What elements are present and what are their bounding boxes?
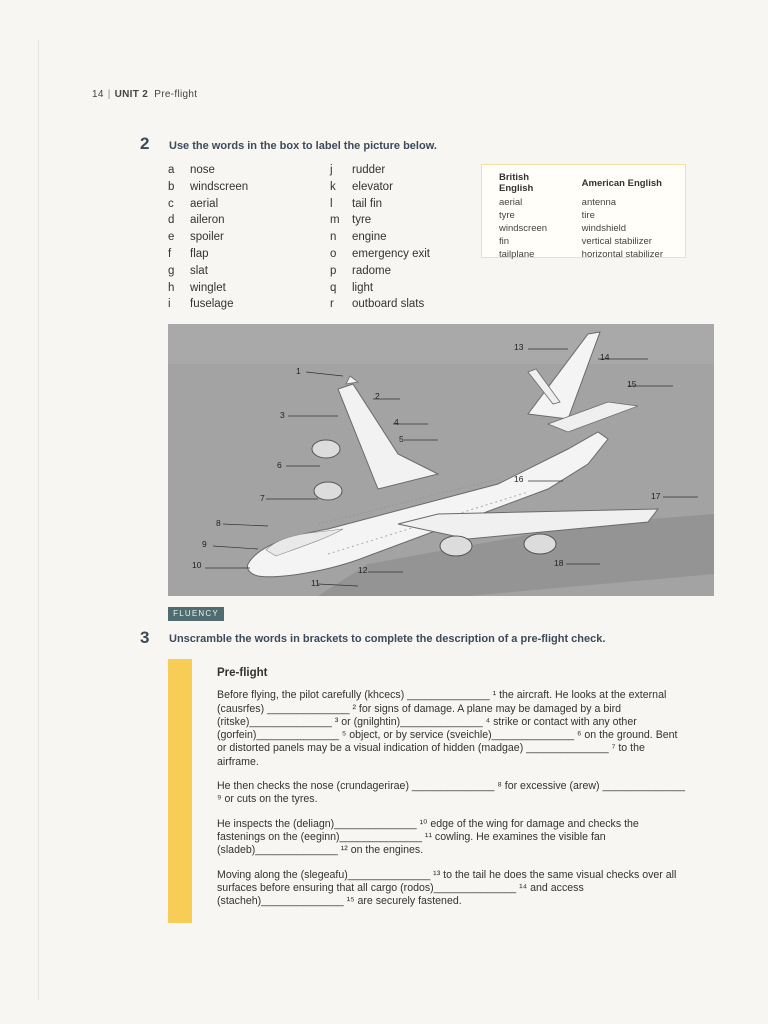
word-letter: h xyxy=(168,281,175,294)
american-term: horizontal stabilizer xyxy=(581,249,663,260)
british-english-header: British English xyxy=(499,172,534,194)
word-letter: j xyxy=(330,164,333,176)
picture-label-14: 14 xyxy=(600,352,610,362)
paragraph-2: He then checks the nose (crundagerirae) ______________ ⁸ for excessive (arew) ______________ ⁹ or cuts on the tyres. xyxy=(217,780,685,806)
unit-label: UNIT 2 xyxy=(114,89,149,100)
pre-flight-text-panel xyxy=(217,667,687,919)
word-list-item xyxy=(168,198,248,215)
word-text: fuselage xyxy=(190,298,234,311)
word-text: engine xyxy=(352,231,387,244)
paragraph-4: Moving along the (slegeafu)______________ ¹³ to the tail he does the same visual checks over all surfaces before ensuring that all cargo (rodos)______________ ¹⁴ and access (stacheh)______________ ¹⁵ are securely fastened. xyxy=(217,868,677,908)
american-term: windshield xyxy=(581,223,627,234)
word-list-column-1 xyxy=(168,164,248,315)
word-list-item xyxy=(168,231,248,248)
picture-label-15: 15 xyxy=(627,379,637,389)
british-term: fin xyxy=(499,236,510,247)
picture-label-5: 5 xyxy=(399,434,404,444)
word-list-item xyxy=(168,282,248,299)
picture-label-11: 11 xyxy=(311,578,320,588)
exercise-3-number: 3 xyxy=(140,628,150,647)
picture-label-3: 3 xyxy=(280,410,285,420)
word-text: spoiler xyxy=(190,231,224,244)
word-list-item xyxy=(330,298,430,315)
word-list-item xyxy=(330,181,430,198)
word-text: aerial xyxy=(190,197,219,210)
british-term: aerial xyxy=(499,197,523,208)
word-letter: l xyxy=(330,197,333,210)
word-letter: e xyxy=(168,231,175,244)
word-list-item xyxy=(330,198,430,215)
word-letter: g xyxy=(168,264,175,277)
exercise-2-instruction: Use the words in the box to label the picture below. xyxy=(169,140,437,152)
word-list-item xyxy=(330,214,430,231)
picture-label-4: 4 xyxy=(394,417,399,427)
american-term: vertical stabilizer xyxy=(581,236,652,247)
glossary-row xyxy=(499,196,685,209)
word-letter: r xyxy=(330,298,334,311)
word-text: winglet xyxy=(190,281,226,294)
word-list-item xyxy=(330,164,430,181)
word-text: elevator xyxy=(352,180,393,193)
word-text: outboard slats xyxy=(352,298,425,311)
word-letter: k xyxy=(330,180,336,193)
word-text: nose xyxy=(190,164,215,176)
word-list-item xyxy=(330,231,430,248)
word-list-column-2 xyxy=(330,164,430,315)
word-text: tail fin xyxy=(352,197,383,210)
word-list-item xyxy=(168,298,248,315)
fluency-badge: FLUENCY xyxy=(168,607,224,621)
glossary-box xyxy=(481,164,686,258)
picture-label-9: 9 xyxy=(202,539,207,549)
british-term: tyre xyxy=(499,210,515,221)
picture-label-17: 17 xyxy=(651,491,661,501)
airplane-illustration xyxy=(168,324,714,596)
word-list-item xyxy=(330,265,430,282)
word-text: windscreen xyxy=(190,180,249,193)
word-letter: b xyxy=(168,180,175,193)
paragraph-1: Before flying, the pilot carefully (khcecs) ______________ ¹ the aircraft. He looks at the external (causrfes) ______________ ² for signs of damage. A plane may be damaged by a bird (ritske)______________ ³ or (gnilghtin)______________ ⁴ strike or contact with any other (gorfein)______________ ⁵ object, or by service (sveichle)______________ ⁶ on the ground. Bent or distorted panels may be a visual indication of hidden (madgae) ______________ ⁷ to the airframe. xyxy=(217,689,678,768)
word-letter: i xyxy=(168,298,171,311)
word-text: aileron xyxy=(190,214,225,227)
word-list-item xyxy=(330,248,430,265)
american-term: antenna xyxy=(581,197,617,208)
picture-label-7: 7 xyxy=(260,493,265,503)
word-letter: c xyxy=(168,197,174,210)
picture-label-1: 1 xyxy=(296,366,301,376)
picture-label-16: 16 xyxy=(514,474,524,484)
paragraph-3: He inspects the (deliagn)______________ ¹⁰ edge of the wing for damage and checks the fastenings on the (eeginn)______________ ¹¹ cowling. He examines the visible fan (sladeb)______________ ¹² on the engines. xyxy=(217,817,639,857)
word-text: radome xyxy=(352,264,391,277)
american-term: tire xyxy=(581,210,595,221)
picture-label-8: 8 xyxy=(216,518,221,528)
picture-label-2: 2 xyxy=(375,391,380,401)
word-letter: m xyxy=(330,214,340,227)
page-edge-line xyxy=(38,40,39,1000)
american-english-header: American English xyxy=(581,177,662,189)
word-letter: o xyxy=(330,247,337,260)
picture-label-12: 12 xyxy=(358,565,368,575)
glossary-row xyxy=(499,235,685,248)
glossary-row xyxy=(499,248,685,261)
word-letter: a xyxy=(168,164,175,176)
section-title: Pre-flight xyxy=(154,89,198,100)
word-list-item xyxy=(168,214,248,231)
word-list-item xyxy=(168,265,248,282)
yellow-sidebar xyxy=(168,659,192,923)
word-text: emergency exit xyxy=(352,247,430,260)
header-separator: | xyxy=(107,89,111,100)
british-term: windscreen xyxy=(499,223,548,234)
word-text: tyre xyxy=(352,214,372,227)
word-list-item xyxy=(168,181,248,198)
picture-label-6: 6 xyxy=(277,460,282,470)
picture-label-18: 18 xyxy=(554,558,564,568)
airplane-picture xyxy=(168,324,714,596)
page-number: 14 xyxy=(92,89,104,100)
picture-label-13: 13 xyxy=(514,342,524,352)
word-letter: d xyxy=(168,214,175,227)
word-letter: n xyxy=(330,231,337,244)
page-header xyxy=(92,89,197,100)
glossary-row xyxy=(499,222,685,235)
word-list-item xyxy=(330,282,430,299)
word-list-item xyxy=(168,248,248,265)
word-letter: f xyxy=(168,247,172,260)
word-letter: q xyxy=(330,281,337,294)
glossary-row xyxy=(499,209,685,222)
word-text: rudder xyxy=(352,164,386,176)
panel-title: Pre-flight xyxy=(217,667,268,679)
word-letter: p xyxy=(330,264,337,277)
word-text: light xyxy=(352,281,374,294)
exercise-2-number: 2 xyxy=(140,134,150,153)
british-term: tailplane xyxy=(499,249,535,260)
word-list-item xyxy=(168,164,248,181)
picture-label-10: 10 xyxy=(192,560,202,570)
exercise-3-instruction: Unscramble the words in brackets to complete the description of a pre-flight check. xyxy=(169,633,606,645)
word-text: flap xyxy=(190,247,209,260)
word-text: slat xyxy=(190,264,208,277)
glossary-table xyxy=(499,172,685,261)
